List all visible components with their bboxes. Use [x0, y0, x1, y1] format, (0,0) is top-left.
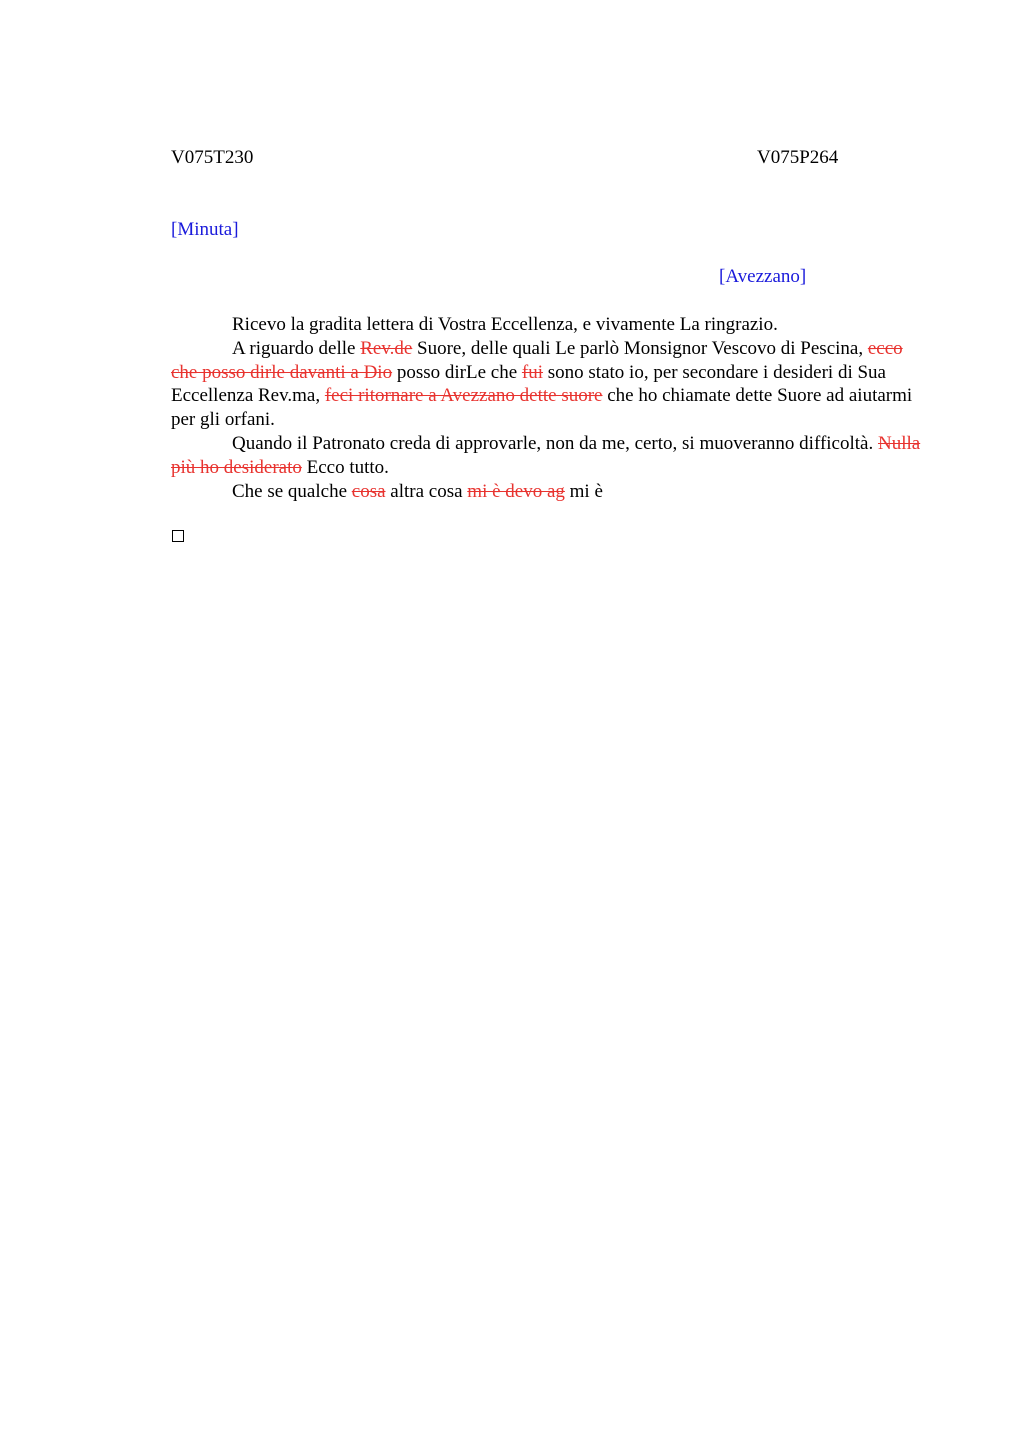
paragraph-3 — [171, 432, 931, 480]
volume-page-code: V075P264 — [757, 147, 839, 168]
text-segment: Quando il Patronato creda di approvarle, non da me, certo, si muoveranno difficoltà. — [232, 432, 878, 454]
place-label: [Avezzano] — [719, 266, 807, 287]
deleted-text: fui — [521, 361, 544, 383]
deleted-text: ecco che posso dirle davanti a Dio — [171, 337, 903, 383]
text-segment: sono stato io, per secondare i desideri di Sua Eccellenza Rev.ma, — [171, 361, 886, 407]
end-marker-box-icon — [172, 530, 184, 542]
deleted-text: mi è devo ag — [467, 480, 565, 502]
text-segment: posso dirLe che — [392, 361, 522, 383]
paragraph-4 — [171, 480, 931, 504]
deleted-text: feci ritornare a Avezzano dette suore — [324, 385, 603, 407]
deleted-text: Rev.de — [360, 337, 413, 359]
text-segment: mi è — [564, 480, 603, 502]
paragraph-2 — [171, 337, 931, 432]
text-segment: altra cosa — [385, 480, 468, 502]
deleted-text: cosa — [351, 480, 386, 502]
text-segment: Ricevo la gradita lettera di Vostra Eccellenza, e vivamente La ringrazio. — [232, 314, 778, 335]
letter-body — [171, 313, 931, 503]
volume-text-code: V075T230 — [171, 147, 254, 168]
deleted-text: Nulla più ho desiderato — [171, 432, 921, 478]
text-segment: Ecco tutto. — [301, 456, 389, 478]
text-segment: Che se qualche — [232, 480, 352, 502]
text-segment: che ho chiamate dette Suore ad aiutarmi per gli orfani. — [171, 385, 913, 431]
text-segment: A riguardo delle — [232, 337, 361, 359]
minuta-label: [Minuta] — [171, 219, 239, 240]
paragraph-1 — [171, 313, 931, 337]
text-segment: Suore, delle quali Le parlò Monsignor Vescovo di Pescina, — [412, 337, 868, 359]
